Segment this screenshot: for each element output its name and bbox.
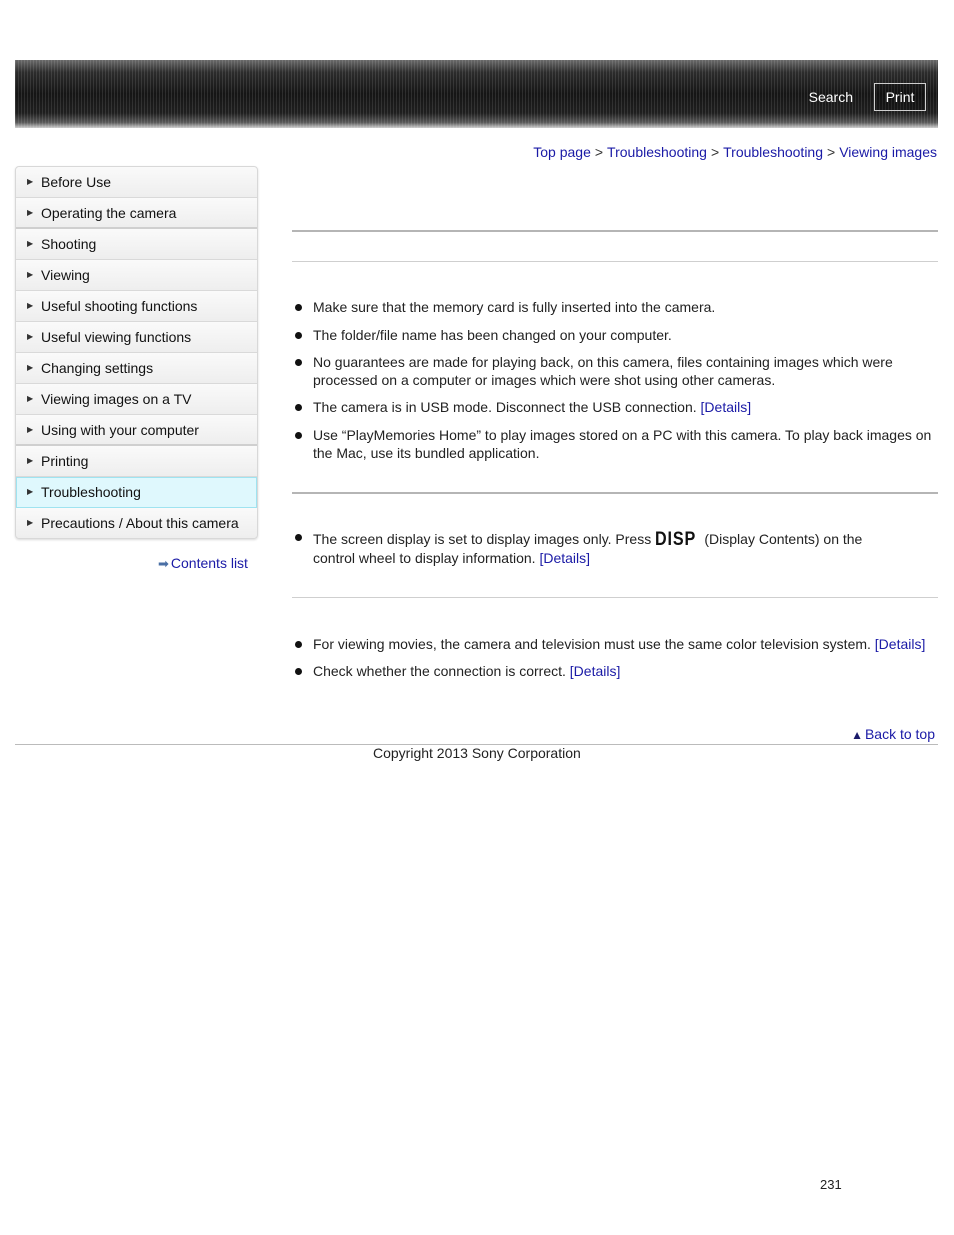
- triangle-right-icon: ▶: [27, 270, 34, 279]
- sidebar-item-viewing[interactable]: [16, 260, 257, 291]
- breadcrumb: [533, 144, 937, 160]
- breadcrumb-troubleshooting-1[interactable]: Troubleshooting: [607, 144, 707, 160]
- sidebar-item-label: Shooting: [41, 236, 97, 252]
- bullet-icon: [295, 304, 302, 311]
- sidebar-item-label: Operating the camera: [41, 205, 177, 221]
- sidebar-item-using-with-your-computer[interactable]: [16, 415, 257, 446]
- copyright: Copyright 2013 Sony Corporation: [373, 745, 581, 761]
- breadcrumb-separator: >: [710, 144, 720, 160]
- triangle-up-icon: ▲: [851, 728, 863, 742]
- triangle-right-icon: ▶: [27, 487, 34, 496]
- section-2-list: [294, 530, 938, 567]
- bullet-icon: [295, 404, 302, 411]
- triangle-right-icon: ▶: [27, 177, 34, 186]
- bullet-icon: [295, 641, 302, 648]
- sidebar-item-changing-settings[interactable]: [16, 353, 257, 384]
- sidebar-item-label: Viewing: [41, 267, 90, 283]
- triangle-right-icon: ▶: [27, 239, 34, 248]
- breadcrumb-separator: >: [827, 144, 836, 160]
- sidebar-item-label: Using with your computer: [41, 422, 199, 438]
- list-item: The folder/file name has been changed on your computer.: [294, 326, 938, 344]
- bullet-icon: [295, 534, 302, 541]
- breadcrumb-separator: >: [594, 144, 604, 160]
- disp-button-icon: DISP: [655, 529, 697, 550]
- sidebar-item-useful-viewing-functions[interactable]: [16, 322, 257, 353]
- sidebar-item-label: Troubleshooting: [41, 484, 141, 500]
- sidebar-item-useful-shooting-functions[interactable]: [16, 291, 257, 322]
- sidebar-item-label: Before Use: [41, 174, 112, 190]
- breadcrumb-top-page[interactable]: Top page: [533, 144, 591, 160]
- sidebar-item-label: Printing: [41, 453, 89, 469]
- bullet-icon: [295, 668, 302, 675]
- details-link[interactable]: [Details]: [539, 550, 591, 566]
- sidebar-item-printing[interactable]: [16, 446, 257, 477]
- sidebar-item-label: Changing settings: [41, 360, 154, 376]
- triangle-right-icon: ▶: [27, 301, 34, 310]
- back-to-top-link[interactable]: ▲ Back to top: [851, 726, 935, 742]
- search-link[interactable]: Search: [808, 89, 853, 105]
- list-item: Use “PlayMemories Home” to play images stored on a PC with this camera. To play back images on the Mac, use its bundled application.: [294, 426, 938, 462]
- triangle-right-icon: ▶: [27, 394, 34, 403]
- list-item: No guarantees are made for playing back, on this camera, files containing images which were processed on a computer or images which were shot using other cameras.: [294, 353, 938, 389]
- triangle-right-icon: ▶: [27, 456, 34, 465]
- triangle-right-icon: ▶: [27, 332, 34, 341]
- sidebar-item-operating-the-camera[interactable]: [16, 198, 257, 229]
- sidebar-item-troubleshooting[interactable]: [16, 477, 257, 508]
- section-divider: [292, 261, 938, 262]
- list-item: The camera is in USB mode. Disconnect the USB connection. [Details]: [294, 398, 938, 416]
- bullet-icon: [295, 432, 302, 439]
- list-item: The screen display is set to display images only. Press DISP (Display Contents) on the control wheel to display information. [Details]: [294, 530, 938, 567]
- sidebar-nav: [15, 166, 258, 539]
- triangle-right-icon: ▶: [27, 208, 34, 217]
- header-bar: [15, 60, 938, 128]
- details-link[interactable]: [Details]: [700, 399, 752, 415]
- sidebar-item-viewing-images-on-a-tv[interactable]: [16, 384, 257, 415]
- breadcrumb-viewing-images[interactable]: Viewing images: [839, 144, 937, 160]
- sidebar-item-shooting[interactable]: [16, 229, 257, 260]
- page-number: 231: [820, 1177, 842, 1192]
- sidebar-item-label: Useful viewing functions: [41, 329, 192, 345]
- list-item: Make sure that the memory card is fully inserted into the camera.: [294, 298, 938, 316]
- triangle-right-icon: ▶: [27, 518, 34, 527]
- sidebar-item-label: Viewing images on a TV: [41, 391, 192, 407]
- sidebar-item-before-use[interactable]: [16, 167, 257, 198]
- section-1-list: [294, 298, 938, 462]
- contents-list-link[interactable]: [158, 555, 248, 572]
- list-item: Check whether the connection is correct. [Details]: [294, 662, 938, 680]
- breadcrumb-troubleshooting-2[interactable]: Troubleshooting: [723, 144, 824, 160]
- triangle-right-icon: ▶: [27, 363, 34, 372]
- contents-list-label: Contents list: [170, 555, 248, 571]
- details-link[interactable]: [Details]: [569, 663, 621, 679]
- bullet-icon: [295, 332, 302, 339]
- sidebar-item-label: Useful shooting functions: [41, 298, 198, 314]
- print-button[interactable]: Print: [874, 83, 926, 111]
- triangle-right-icon: ▶: [27, 425, 34, 434]
- arrow-right-icon: ➡: [158, 556, 169, 571]
- details-link[interactable]: [Details]: [874, 636, 926, 652]
- section-divider: [292, 492, 938, 494]
- section-3-list: [294, 635, 938, 680]
- section-divider: [292, 230, 938, 232]
- sidebar-item-precautions[interactable]: [16, 508, 257, 538]
- bullet-icon: [295, 359, 302, 366]
- section-divider: [292, 597, 938, 598]
- sidebar-item-label: Precautions / About this camera: [41, 515, 239, 531]
- list-item: For viewing movies, the camera and television must use the same color television system. [Details]: [294, 635, 938, 653]
